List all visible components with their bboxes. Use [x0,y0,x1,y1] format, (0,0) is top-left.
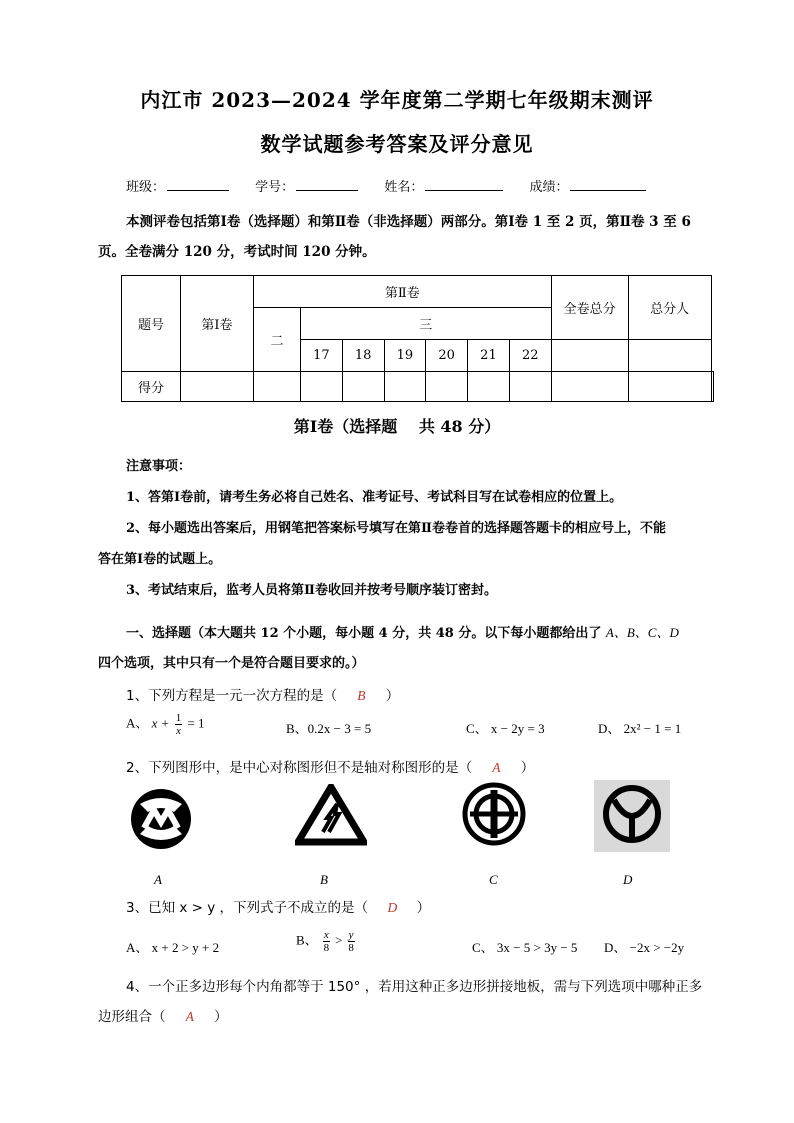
figure-b-label: B [320,872,328,887]
figure-b-warning-triangle[interactable] [295,784,367,846]
q1-option-d[interactable]: D、 2x² − 1 = 1 [598,721,682,736]
q2-stem: 2、下列图形中，是中心对称图形但不是轴对称图形的是（ [126,760,473,776]
question-3 [126,896,430,916]
question-1 [126,684,399,704]
score-table [121,275,714,402]
q3-b-num1: x [323,929,329,941]
q1-stem: 1、下列方程是一元一次方程的是（ [126,688,338,704]
title-line-2: 数学试题参考答案及评分意见 [260,132,534,156]
th-q18: 18 [342,340,384,372]
q1-option-b[interactable]: B、0.2x − 3 = 5 [286,721,372,736]
figure-c-circle-emblem[interactable] [462,782,526,846]
part-one-heading-line-2: 四个选项，其中只有一个是符合题目要求的。） [98,656,365,671]
part-one-heading [126,622,679,641]
q3-b-op: > [335,932,343,948]
row-score-label: 得分 [122,372,181,402]
note-2-line-1: 2、每小题选出答案后，用钢笔把答案标号填写在第Ⅱ卷卷首的选择题答题卡的相应号上，不能 [126,521,667,536]
score-cell[interactable] [384,372,426,402]
th-question: 题号 [122,276,181,372]
cell-scorer-blank [628,340,711,372]
q1-a-expr: x + [151,715,170,731]
figure-c-label: C [489,872,498,887]
q1-a-fraction [175,712,183,737]
q3-b-num2: y [348,929,354,941]
q4-close: ） [214,1009,228,1025]
q3-option-b[interactable] [296,929,357,954]
q3-b-frac2 [348,929,355,954]
question-4-line-2 [98,1005,228,1025]
q4-answer: A [185,1009,194,1024]
score-cell[interactable] [426,372,468,402]
q4-stem-line-1: 4、一个正多边形每个内角都等于 150° ，若用这种正多边形拼接地板，需与下列选项中哪种正多 [126,979,703,995]
q3-answer: D [387,900,398,915]
th-q21: 21 [468,340,510,372]
figure-a-label: A [154,872,162,887]
class-field[interactable] [167,178,229,191]
score-label: 成绩： [529,180,569,195]
th-part1: 第Ⅰ卷 [181,276,254,372]
th-q19: 19 [384,340,426,372]
q3-b-den1: 8 [323,942,330,954]
note-3: 3、考试结束后，监考人员将第Ⅱ卷收回并按考号顺序装订密封。 [126,583,498,598]
name-field[interactable] [425,178,503,191]
student-id-field[interactable] [296,178,358,191]
student-info-line [126,176,668,195]
note-1: 1、答第Ⅰ卷前，请考生务必将自己姓名、准考证号、考试科目写在试卷相应的位置上。 [126,490,623,505]
notes-heading: 注意事项： [126,459,192,474]
class-label: 班级： [126,180,166,195]
question-2 [126,756,534,776]
q3-option-a[interactable]: A、 x + 2 > y + 2 [126,940,220,955]
q2-answer: A [492,760,501,775]
q1-option-a[interactable] [126,712,205,737]
th-q20: 20 [426,340,468,372]
score-cell[interactable] [254,372,301,402]
q1-a-prefix: A、 [126,715,149,731]
part-one-heading-text: 一、选择题（本大题共 12 个小题，每小题 4 分，共 48 分。以下每小题都给出了 [126,626,602,641]
cell-total-blank [551,340,628,372]
q3-b-prefix: B、 [296,932,318,948]
th-section-2: 二 [254,308,301,372]
score-field[interactable] [570,178,646,191]
intro-line-2: 页。全卷满分 120 分，考试时间 120 分钟。 [98,244,376,260]
q3-stem: 3、已知 x > y ，下列式子不成立的是（ [126,900,369,916]
q1-a-den: x [175,725,181,737]
q3-b-frac1 [323,929,330,954]
score-cell[interactable] [181,372,254,402]
title-line-1: 内江市 2023—2024 学年度第二学期七年级期末测评 [140,88,654,112]
score-cell[interactable] [509,372,551,402]
note-2-line-2: 答在第Ⅰ卷的试题上。 [98,552,222,567]
th-q17: 17 [301,340,343,372]
part-one-letters: A、B、C、D [605,625,679,640]
q1-option-c[interactable]: C、 x − 2y = 3 [466,721,545,736]
th-q22: 22 [509,340,551,372]
figure-d-label: D [623,872,633,887]
q3-option-c[interactable]: C、 3x − 5 > 3y − 5 [472,940,578,955]
score-cell[interactable] [711,372,713,402]
th-section-3: 三 [301,308,552,340]
th-part2: 第Ⅱ卷 [254,276,552,308]
intro-line-1: 本测评卷包括第Ⅰ卷（选择题）和第Ⅱ卷（非选择题）两部分。第Ⅰ卷 1 至 2 页，第Ⅱ卷 3 至 6 [126,214,691,230]
q3-option-d[interactable]: D、 −2x > −2y [604,940,685,955]
score-cell[interactable] [301,372,343,402]
q1-a-tail: = 1 [187,715,205,731]
q1-answer: B [357,688,366,703]
figure-a-swirl-emblem[interactable] [126,784,196,854]
score-cell[interactable] [628,372,711,402]
name-label: 姓名： [384,180,424,195]
q1-close: ） [385,688,400,704]
score-cell[interactable] [468,372,510,402]
score-cell[interactable] [342,372,384,402]
figure-d-y-emblem[interactable] [594,780,670,852]
th-total: 全卷总分 [551,276,628,340]
section1-title: 第Ⅰ卷（选择题 共 48 分） [293,417,501,436]
q1-a-num: 1 [175,712,182,724]
th-scorer: 总分人 [628,276,711,340]
q3-close: ） [416,900,431,916]
score-cell[interactable] [551,372,628,402]
q3-b-den2: 8 [348,942,354,954]
student-id-label: 学号： [255,180,295,195]
q2-close: ） [520,760,535,776]
q4-stem-line-2: 边形组合（ [98,1009,166,1025]
